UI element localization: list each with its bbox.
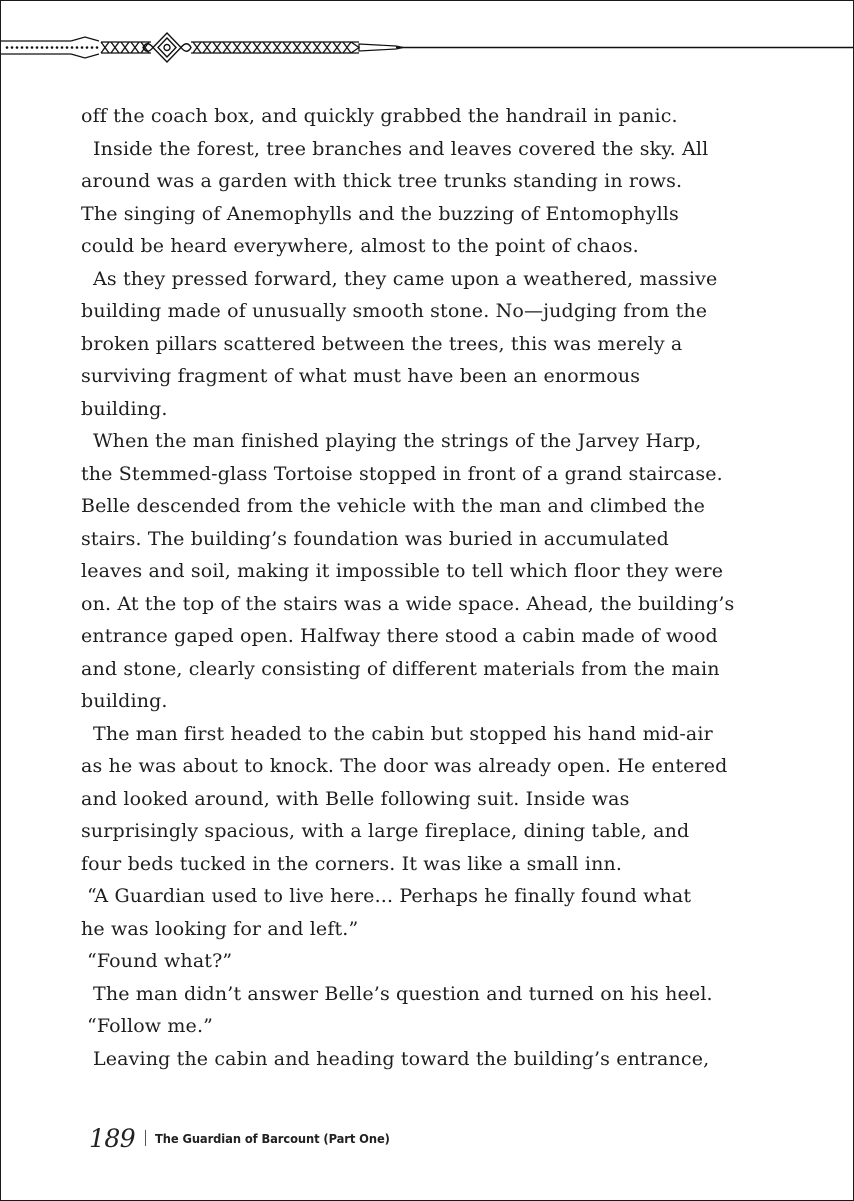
text-line: The singing of Anemophylls and the buzzing of Entomophylls xyxy=(81,202,679,225)
text-line: and looked around, with Belle following suit. Inside was xyxy=(81,787,630,810)
text-line: “A Guardian used to live here... Perhaps he finally found what xyxy=(87,885,692,907)
text-line: Inside the forest, tree branches and leaves covered the sky. All xyxy=(93,137,709,160)
text-line: and stone, clearly consisting of different materials from the main xyxy=(81,657,720,680)
text-line: When the man finished playing the strings of the Jarvey Harp, xyxy=(93,430,702,452)
text-line: could be heard everywhere, almost to the point of chaos. xyxy=(81,235,639,257)
text-line: “Found what?” xyxy=(87,950,233,972)
text-line: Belle descended from the vehicle with the man and climbed the xyxy=(81,495,706,517)
text-line: “Follow me.” xyxy=(87,1015,214,1037)
text-line: The man didn’t answer Belle’s question and turned on his heel. xyxy=(93,982,713,1005)
text-line: on. At the top of the stairs was a wide space. Ahead, the building’s xyxy=(81,592,735,615)
text-line: surviving fragment of what must have been an enormous xyxy=(81,365,641,387)
text-line: As they pressed forward, they came upon a weathered, massive xyxy=(93,267,718,290)
text-line: broken pillars scattered between the trees, this was merely a xyxy=(81,332,683,355)
text-line: off the coach box, and quickly grabbed the handrail in panic. xyxy=(81,105,678,127)
text-line: building. xyxy=(81,690,168,712)
text-line: building. xyxy=(81,397,168,420)
text-line: Leaving the cabin and heading toward the building’s entrance, xyxy=(93,1047,710,1070)
text-line: stairs. The building’s foundation was buried in accumulated xyxy=(81,527,669,550)
footer-separator xyxy=(145,1130,146,1146)
filigree-rule-icon xyxy=(1,31,853,65)
running-title: The Guardian of Barcount (Part One) xyxy=(155,1130,391,1146)
body-text xyxy=(81,100,771,1075)
page-number: 189 xyxy=(89,1123,136,1153)
text-line: he was looking for and left.” xyxy=(81,917,359,940)
text-line: around was a garden with thick tree trunks standing in rows. xyxy=(81,170,683,192)
text-line: The man first headed to the cabin but stopped his hand mid-air xyxy=(93,722,713,745)
text-line: surprisingly spacious, with a large fireplace, dining table, and xyxy=(81,820,690,842)
text-line: the Stemmed-glass Tortoise stopped in front of a grand staircase. xyxy=(81,462,723,485)
page-footer xyxy=(89,1121,410,1155)
text-line: leaves and soil, making it impossible to tell which floor they were xyxy=(81,560,724,582)
text-line: entrance gaped open. Halfway there stood a cabin made of wood xyxy=(81,625,718,647)
text-line: building made of unusually smooth stone. No—judging from the xyxy=(81,300,708,322)
text-line: as he was about to knock. The door was already open. He entered xyxy=(81,755,728,777)
text-line: four beds tucked in the corners. It was like a small inn. xyxy=(81,852,623,875)
